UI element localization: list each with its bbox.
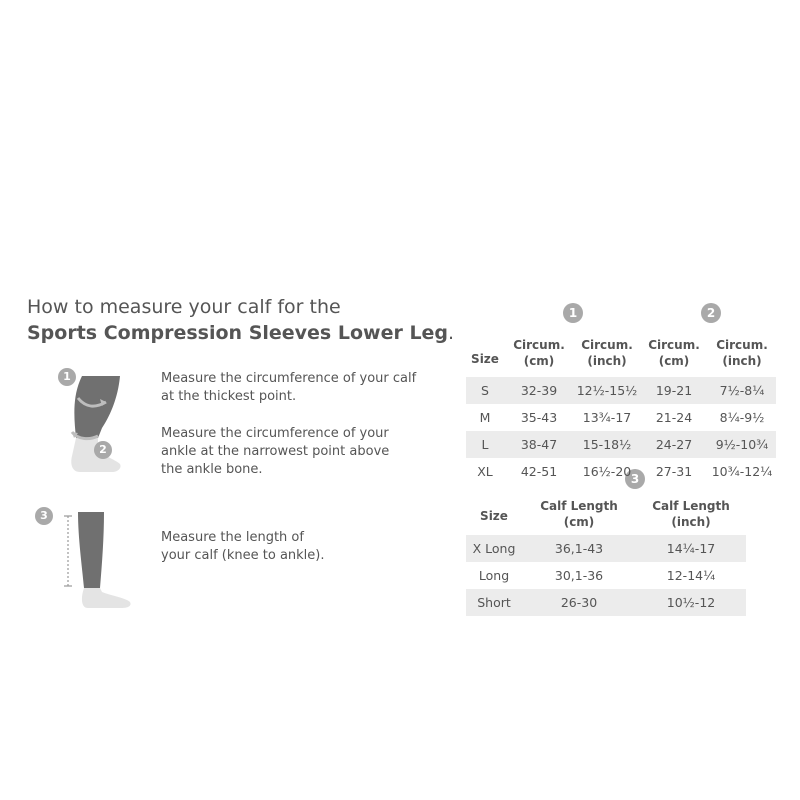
header-size: Size	[480, 509, 508, 523]
table-row: M 35-43 13¾-17 21-24 8¼-9½	[479, 410, 765, 425]
calf-length-measure-illustration	[58, 508, 138, 608]
table-step-1-badge: 1	[563, 303, 583, 323]
table-step-2-badge: 2	[701, 303, 721, 323]
foot-shape	[82, 588, 131, 608]
product-name: Sports Compression Sleeves Lower Leg	[27, 322, 449, 344]
table-row: Short 26-30 10½-12	[466, 589, 746, 616]
header-circum-cm-1: Circum. (cm)	[513, 338, 565, 368]
table-row: XL 42-51 16½-20 27-31 10¾-12¼	[477, 464, 773, 479]
instruction-length: Measure the length of your calf (knee to ankle).	[161, 530, 325, 563]
step-2-badge: 2	[94, 441, 112, 459]
header-size: Size	[471, 352, 499, 366]
header-calf-length-inch: Calf Length (inch)	[652, 499, 730, 529]
step-1-badge: 1	[58, 368, 76, 386]
header-circum-cm-2: Circum. (cm)	[648, 338, 700, 368]
table-step-3-badge: 3	[625, 469, 645, 489]
circumference-size-table	[466, 329, 776, 485]
table-row: X Long 36,1-43 14¼-17	[466, 535, 746, 562]
step-3-badge: 3	[35, 507, 53, 525]
table-row: S 32-39 12½-15½ 19-21 7½-8¼	[466, 377, 776, 404]
calf-length-size-table	[466, 493, 746, 616]
header-circum-inch-1: Circum. (inch)	[581, 338, 633, 368]
header-calf-length-cm: Calf Length (cm)	[540, 499, 618, 529]
table-header-row	[466, 493, 746, 535]
header-circum-inch-2: Circum. (inch)	[716, 338, 768, 368]
heading-period: .	[448, 322, 455, 344]
table-row: Long 30,1-36 12-14¼	[478, 568, 716, 583]
heading-line2	[27, 322, 454, 344]
heading-line1: How to measure your calf for the	[27, 296, 341, 318]
sleeve-shape	[78, 512, 104, 588]
instruction-calf: Measure the circumference of your calf at the thickest point.	[161, 371, 417, 404]
table-header-row	[466, 329, 776, 377]
table-row: L 38-47 15-18½ 24-27 9½-10¾	[466, 431, 776, 458]
instruction-ankle: Measure the circumference of your ankle at the narrowest point above the ankle bone.	[161, 426, 390, 477]
